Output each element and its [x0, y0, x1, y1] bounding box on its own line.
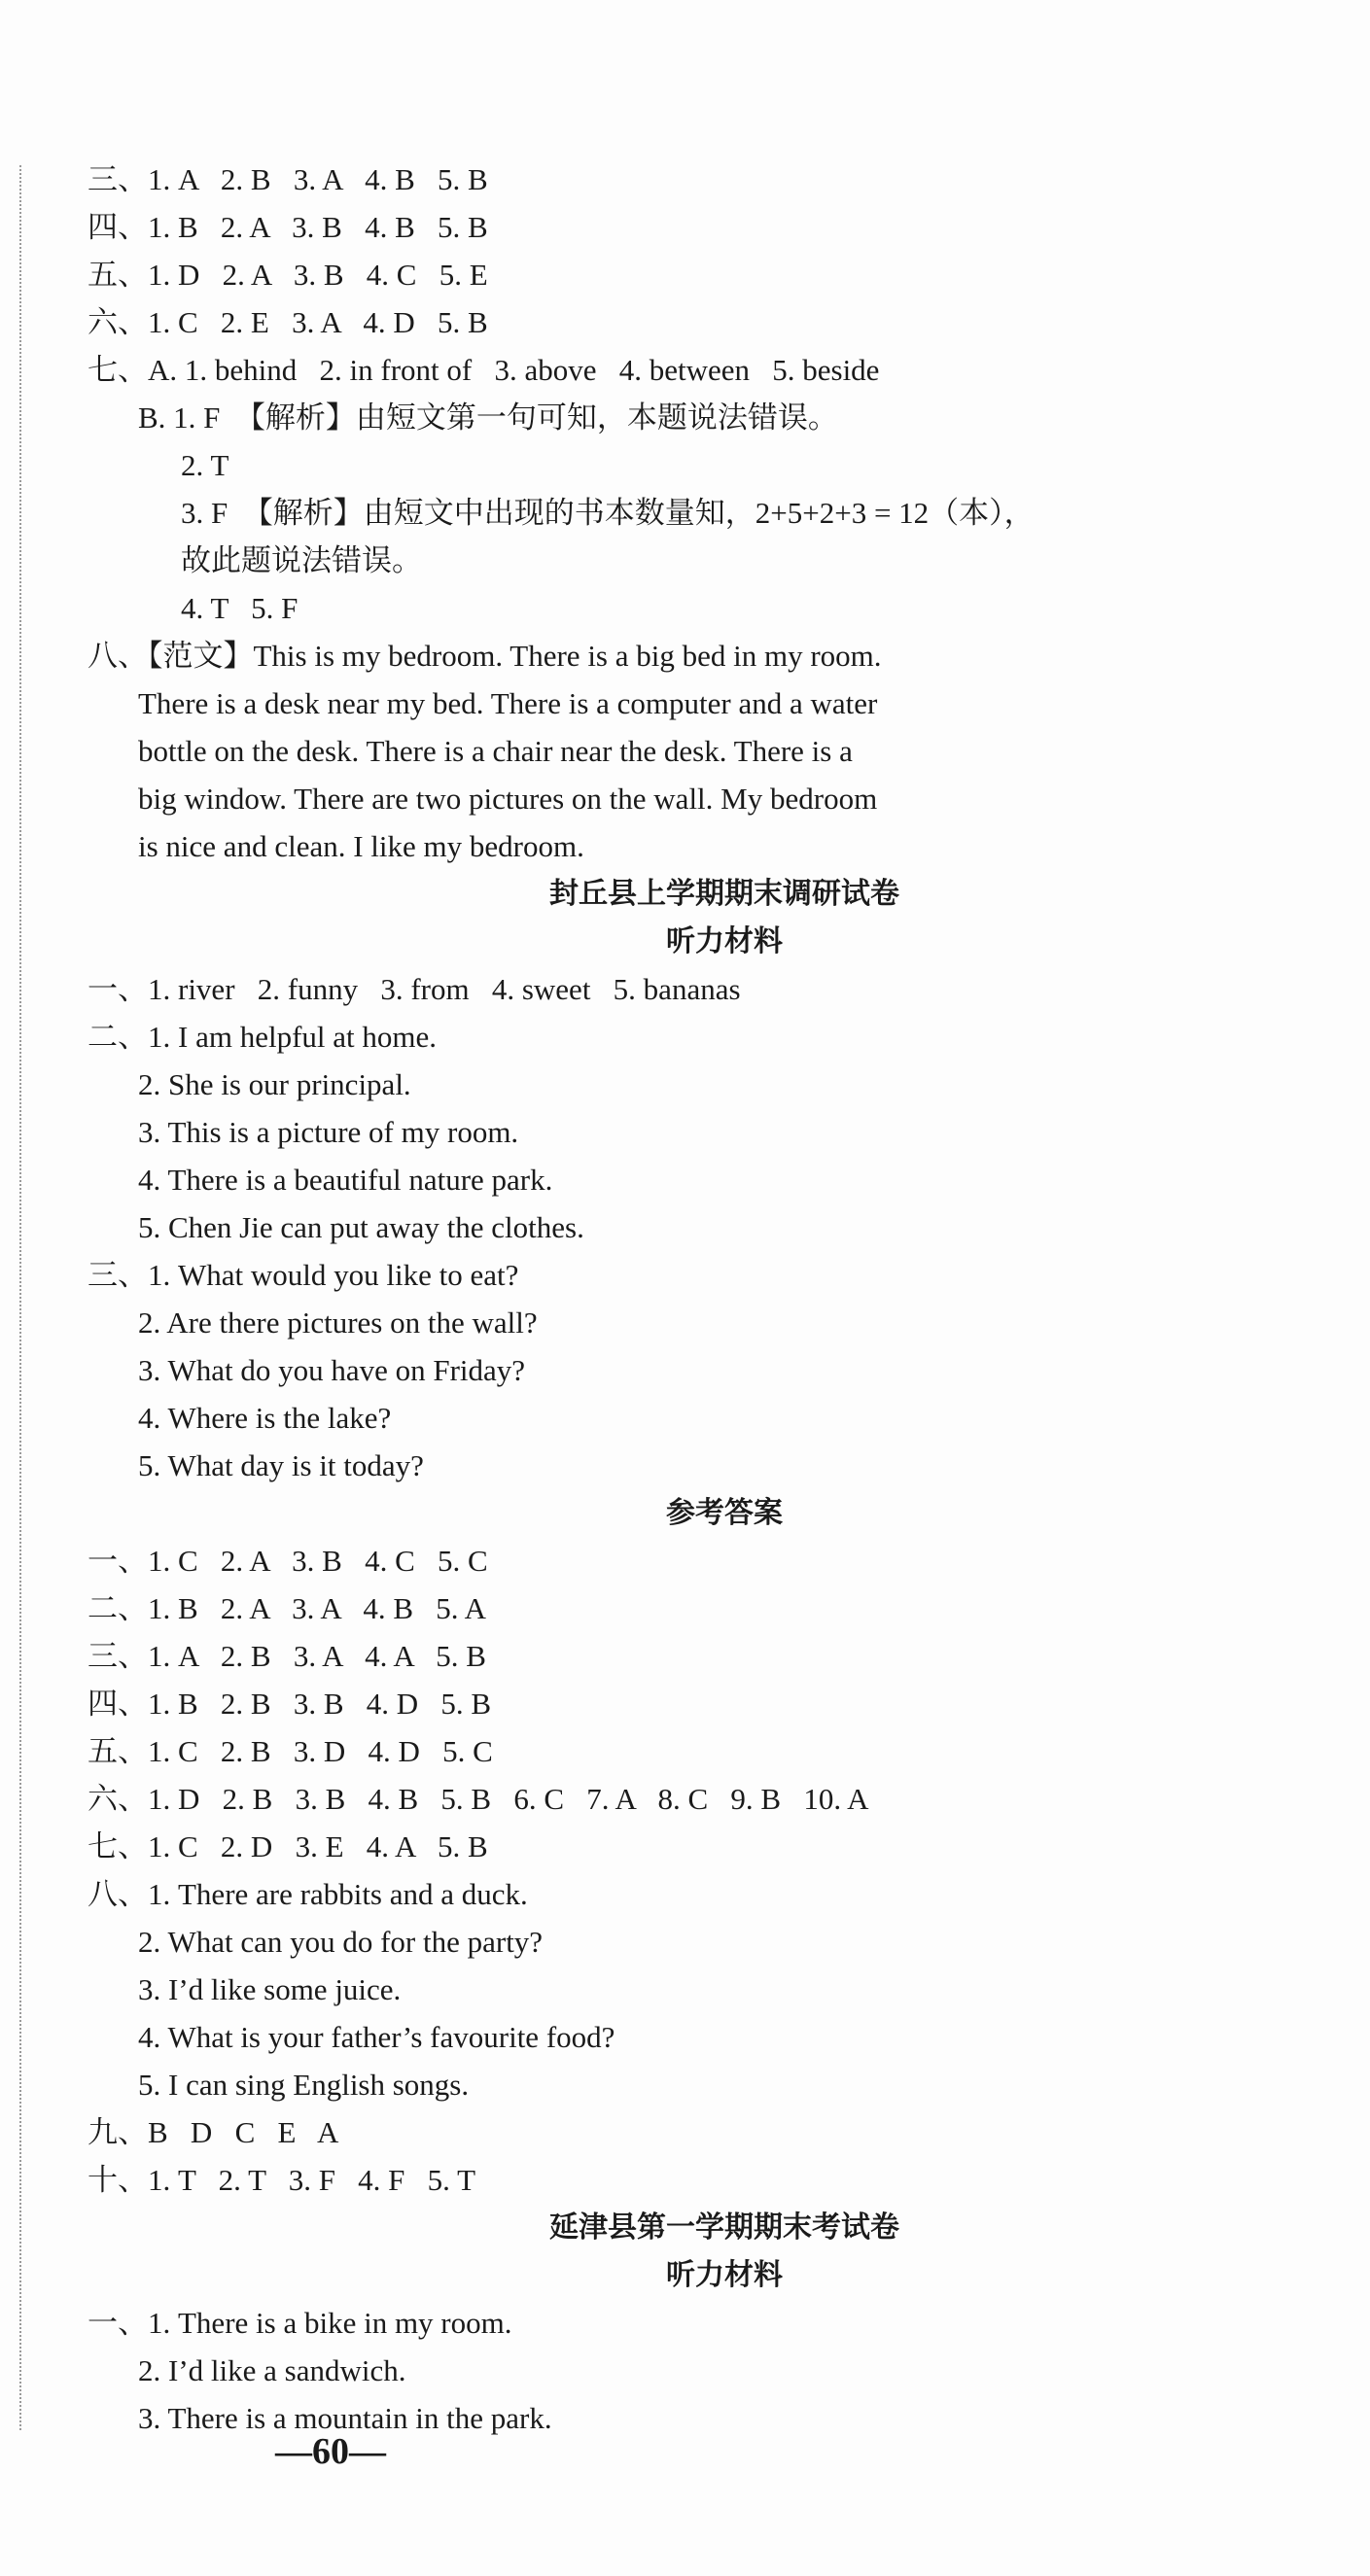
listening-line: 二、1. I am helpful at home. [88, 1020, 437, 1054]
answer-line: 五、1. D 2. A 3. B 4. C 5. E [88, 258, 488, 292]
answer-line: 七、A. 1. behind 2. in front of 3. above 4. between 5. beside [88, 353, 880, 387]
page-number: —60— [275, 2431, 386, 2472]
page-content [88, 156, 1274, 2442]
listening-title: 听力材料 [666, 924, 783, 958]
answer-line: 4. T 5. F [181, 591, 299, 625]
answer-line: B. 1. F 【解析】由短文第一句可知，本题说法错误。 [138, 400, 838, 435]
answer-line: 4. What is your father’s favourite food? [138, 2020, 615, 2054]
binding-dotted-line [19, 165, 21, 2430]
answer-line: 故此题说法错误。 [181, 543, 422, 577]
listening-line: 一、1. There is a bike in my room. [88, 2306, 512, 2340]
listening-line: 一、1. river 2. funny 3. from 4. sweet 5. bananas [88, 972, 741, 1006]
essay-line: There is a desk near my bed. There is a computer and a water [138, 686, 878, 720]
listening-line: 3. There is a mountain in the park. [138, 2401, 552, 2435]
essay-line: is nice and clean. I like my bedroom. [138, 829, 584, 863]
answers-title: 参考答案 [666, 1496, 783, 1530]
answer-line: 七、1. C 2. D 3. E 4. A 5. B [88, 1829, 488, 1863]
answer-line: 六、1. D 2. B 3. B 4. B 5. B 6. C 7. A 8. C 9. B 10. A [88, 1782, 869, 1816]
answer-line: 3. I’d like some juice. [138, 1972, 402, 2006]
listening-line: 5. What day is it today? [138, 1448, 424, 1482]
listening-line: 2. I’d like a sandwich. [138, 2353, 406, 2387]
listening-line: 4. There is a beautiful nature park. [138, 1163, 553, 1197]
essay-line: bottle on the desk. There is a chair near the desk. There is a [138, 734, 853, 768]
listening-line: 4. Where is the lake? [138, 1401, 392, 1435]
answer-line: 一、1. C 2. A 3. B 4. C 5. C [88, 1544, 488, 1578]
exam-title: 封丘县上学期期末调研试卷 [549, 877, 899, 911]
listening-line: 三、1. What would you like to eat? [88, 1258, 519, 1292]
answer-line: 十、1. T 2. T 3. F 4. F 5. T [88, 2163, 476, 2197]
answer-line: 三、1. A 2. B 3. A 4. A 5. B [88, 1639, 486, 1673]
answer-line: 五、1. C 2. B 3. D 4. D 5. C [88, 1734, 493, 1768]
answer-line: 2. T [181, 448, 229, 482]
answer-line: 二、1. B 2. A 3. A 4. B 5. A [88, 1591, 486, 1625]
exam-title: 延津县第一学期期末考试卷 [549, 2210, 899, 2245]
answer-line: 三、1. A 2. B 3. A 4. B 5. B [88, 162, 488, 196]
answer-line: 5. I can sing English songs. [138, 2068, 470, 2102]
answer-line: 3. F 【解析】由短文中出现的书本数量知，2+5+2+3 = 12（本）， [181, 496, 1035, 530]
listening-line: 5. Chen Jie can put away the clothes. [138, 1210, 584, 1244]
listening-line: 2. Are there pictures on the wall? [138, 1305, 538, 1340]
listening-title: 听力材料 [666, 2258, 783, 2292]
essay-line: big window. There are two pictures on the wall. My bedroom [138, 782, 878, 816]
answer-line: 四、1. B 2. B 3. B 4. D 5. B [88, 1687, 492, 1721]
listening-line: 3. What do you have on Friday? [138, 1353, 526, 1387]
answer-line: 四、1. B 2. A 3. B 4. B 5. B [88, 210, 488, 244]
answer-line: 2. What can you do for the party? [138, 1925, 544, 1959]
answer-line: 九、B D C E A [88, 2115, 339, 2149]
answer-line: 八、1. There are rabbits and a duck. [88, 1877, 528, 1911]
listening-line: 3. This is a picture of my room. [138, 1115, 519, 1149]
answer-line: 六、1. C 2. E 3. A 4. D 5. B [88, 305, 488, 339]
essay-line: 八、【范文】This is my bedroom. There is a big bed in my room. [88, 639, 882, 673]
listening-line: 2. She is our principal. [138, 1067, 411, 1101]
